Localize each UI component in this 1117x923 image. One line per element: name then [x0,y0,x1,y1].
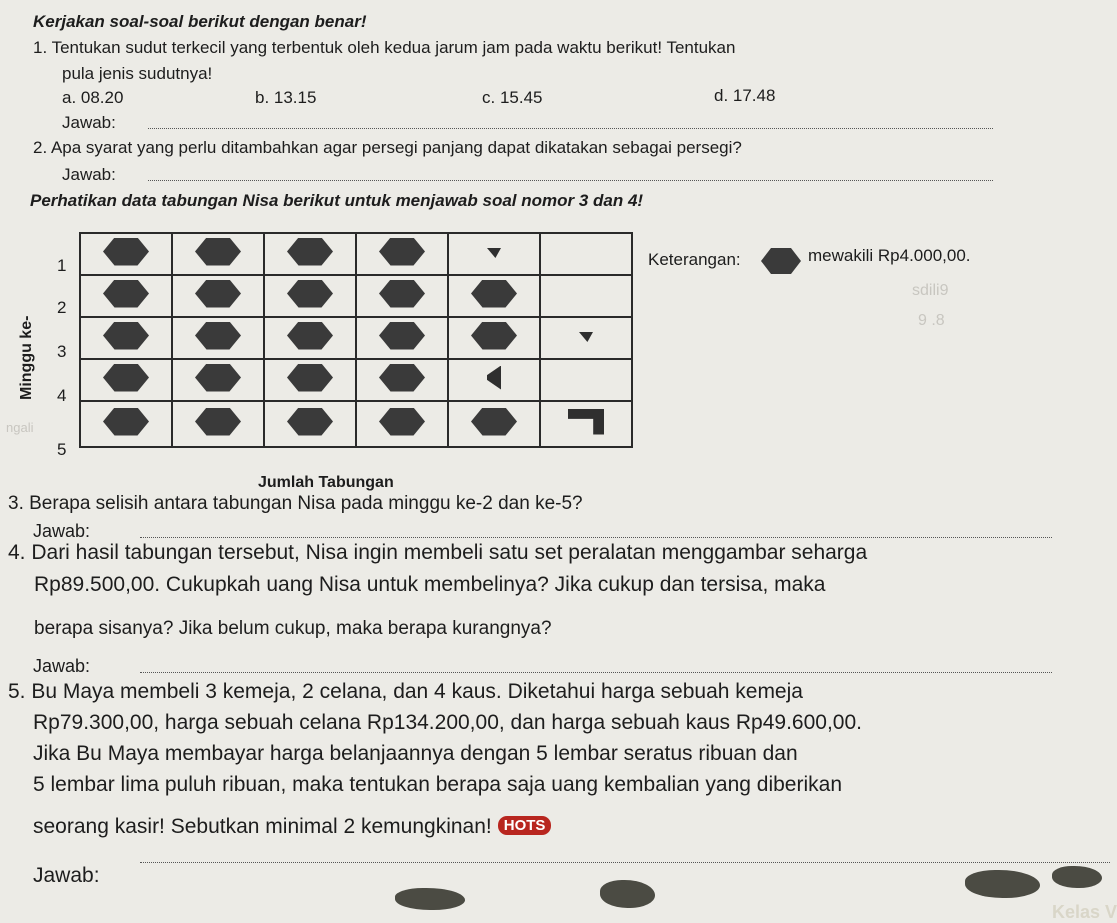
money-symbol [379,238,425,266]
table-cell [540,401,632,447]
data-intro: Perhatikan data tabungan Nisa berikut untuk menjawab soal nomor 3 dan 4! [30,191,644,210]
money-symbol [379,280,425,308]
money-symbol [195,364,241,392]
table-cell [80,233,172,275]
week-row-5 [80,401,632,447]
table-cell [448,275,540,317]
partial-money-symbol [568,409,604,435]
faded-text-2: 9 .8 [918,312,945,329]
q5-text-line5-body: seorang kasir! Sebutkan minimal 2 kemungkinan! [33,815,492,838]
money-symbol [287,364,333,392]
money-symbol [103,408,149,436]
q5-text-line5 [33,815,551,839]
table-cell [80,275,172,317]
week-label-2: 2 [57,298,67,317]
table-cell [448,317,540,359]
q1-text-line1: 1. Tentukan sudut terkecil yang terbentuk oleh kedua jarum jam pada waktu berikut! Tentukan [33,38,736,57]
q5-answer-label: Jawab: [33,864,100,887]
q5-text-line3: Jika Bu Maya membayar harga belanjaannya dengan 5 lembar seratus ribuan dan [33,742,798,765]
decorative-stone [600,880,655,908]
savings-pictogram-table [79,232,633,448]
table-cell [172,401,264,447]
table-cell [264,317,356,359]
money-symbol [287,322,333,350]
q4-text-line3: berapa sisanya? Jika belum cukup, maka berapa kurangnya? [34,618,552,639]
q2-answer-label: Jawab: [62,165,116,184]
worksheet-heading: Kerjakan soal-soal berikut dengan benar! [33,12,367,31]
week-label-4: 4 [57,386,67,405]
table-cell [264,275,356,317]
q3-answer-line [140,537,1052,538]
table-cell [80,359,172,401]
decorative-stone [965,870,1040,898]
table-cell [448,233,540,275]
table-cell [356,317,448,359]
y-axis-label: Minggu ke- [18,315,35,400]
q5-text-line4: 5 lembar lima puluh ribuan, maka tentukan berapa saja uang kembalian yang diberikan [33,773,843,796]
q1-answer-line [148,128,993,129]
week-row-3 [80,317,632,359]
q4-text-line2: Rp89.500,00. Cukupkah uang Nisa untuk membelinya? Jika cukup dan tersisa, maka [34,573,826,596]
money-symbol [103,322,149,350]
table-cell [356,275,448,317]
week-label-5: 5 [57,440,67,459]
decorative-stone [1052,866,1102,888]
q5-answer-line [140,862,1110,863]
legend-label: Keterangan: [648,250,741,269]
faded-text-1: sdili9 [912,282,949,299]
q1-option-b: b. 13.15 [255,88,317,107]
money-symbol [287,280,333,308]
week-label-1: 1 [57,256,67,275]
money-symbol [471,280,517,308]
q1-option-a: a. 08.20 [62,88,124,107]
money-symbol [471,408,517,436]
table-cell [356,401,448,447]
week-label-3: 3 [57,342,67,361]
table-cell [172,275,264,317]
money-symbol [195,280,241,308]
table-cell [80,401,172,447]
hots-badge: HOTS [498,816,552,835]
money-symbol [103,280,149,308]
q2-text: 2. Apa syarat yang perlu ditambahkan agar persegi panjang dapat dikatakan sebagai persegi? [33,138,742,157]
money-symbol [103,238,149,266]
week-row-1 [80,233,632,275]
q4-text-line1: 4. Dari hasil tabungan tersebut, Nisa ingin membeli satu set peralatan menggambar seharga [8,541,868,564]
money-symbol [103,364,149,392]
table-cell [448,401,540,447]
table-cell [264,401,356,447]
q4-answer-label: Jawab: [33,656,91,676]
table-cell [80,317,172,359]
table-cell [264,233,356,275]
table-cell [540,317,632,359]
q1-text-line2: pula jenis sudutnya! [62,64,213,83]
money-symbol [379,408,425,436]
legend-value: mewakili Rp4.000,00. [808,246,971,265]
table-cell [264,359,356,401]
q2-answer-line [148,180,993,181]
partial-money-symbol [487,366,501,390]
table-cell [172,233,264,275]
partial-money-symbol [487,248,501,258]
money-symbol [379,364,425,392]
decorative-stone [395,888,465,910]
q3-text: 3. Berapa selisih antara tabungan Nisa pada minggu ke-2 dan ke-5? [8,493,583,514]
class-label: Kelas V [1052,902,1117,922]
money-symbol [471,322,517,350]
week-row-4 [80,359,632,401]
money-symbol [195,322,241,350]
week-row-2 [80,275,632,317]
partial-money-symbol [579,332,593,342]
table-cell [540,233,632,275]
q5-text-line2: Rp79.300,00, harga sebuah celana Rp134.200,00, dan harga sebuah kaus Rp49.600,00. [33,711,862,734]
table-cell [172,359,264,401]
faded-text-3: ngali [6,420,34,435]
table-cell [540,359,632,401]
table-cell [172,317,264,359]
money-symbol [195,408,241,436]
x-axis-label: Jumlah Tabungan [258,474,394,491]
legend-money-symbol [761,248,801,274]
money-symbol [195,238,241,266]
table-cell [356,233,448,275]
table-cell [540,275,632,317]
q3-answer-label: Jawab: [33,521,91,541]
money-symbol [287,408,333,436]
table-cell [448,359,540,401]
q1-option-c: c. 15.45 [482,88,543,107]
q1-option-d: d. 17.48 [714,86,776,105]
q5-text-line1: 5. Bu Maya membeli 3 kemeja, 2 celana, dan 4 kaus. Diketahui harga sebuah kemeja [8,680,803,703]
money-symbol [287,238,333,266]
q1-answer-label: Jawab: [62,113,116,132]
q4-answer-line [140,672,1052,673]
money-symbol [379,322,425,350]
table-cell [356,359,448,401]
